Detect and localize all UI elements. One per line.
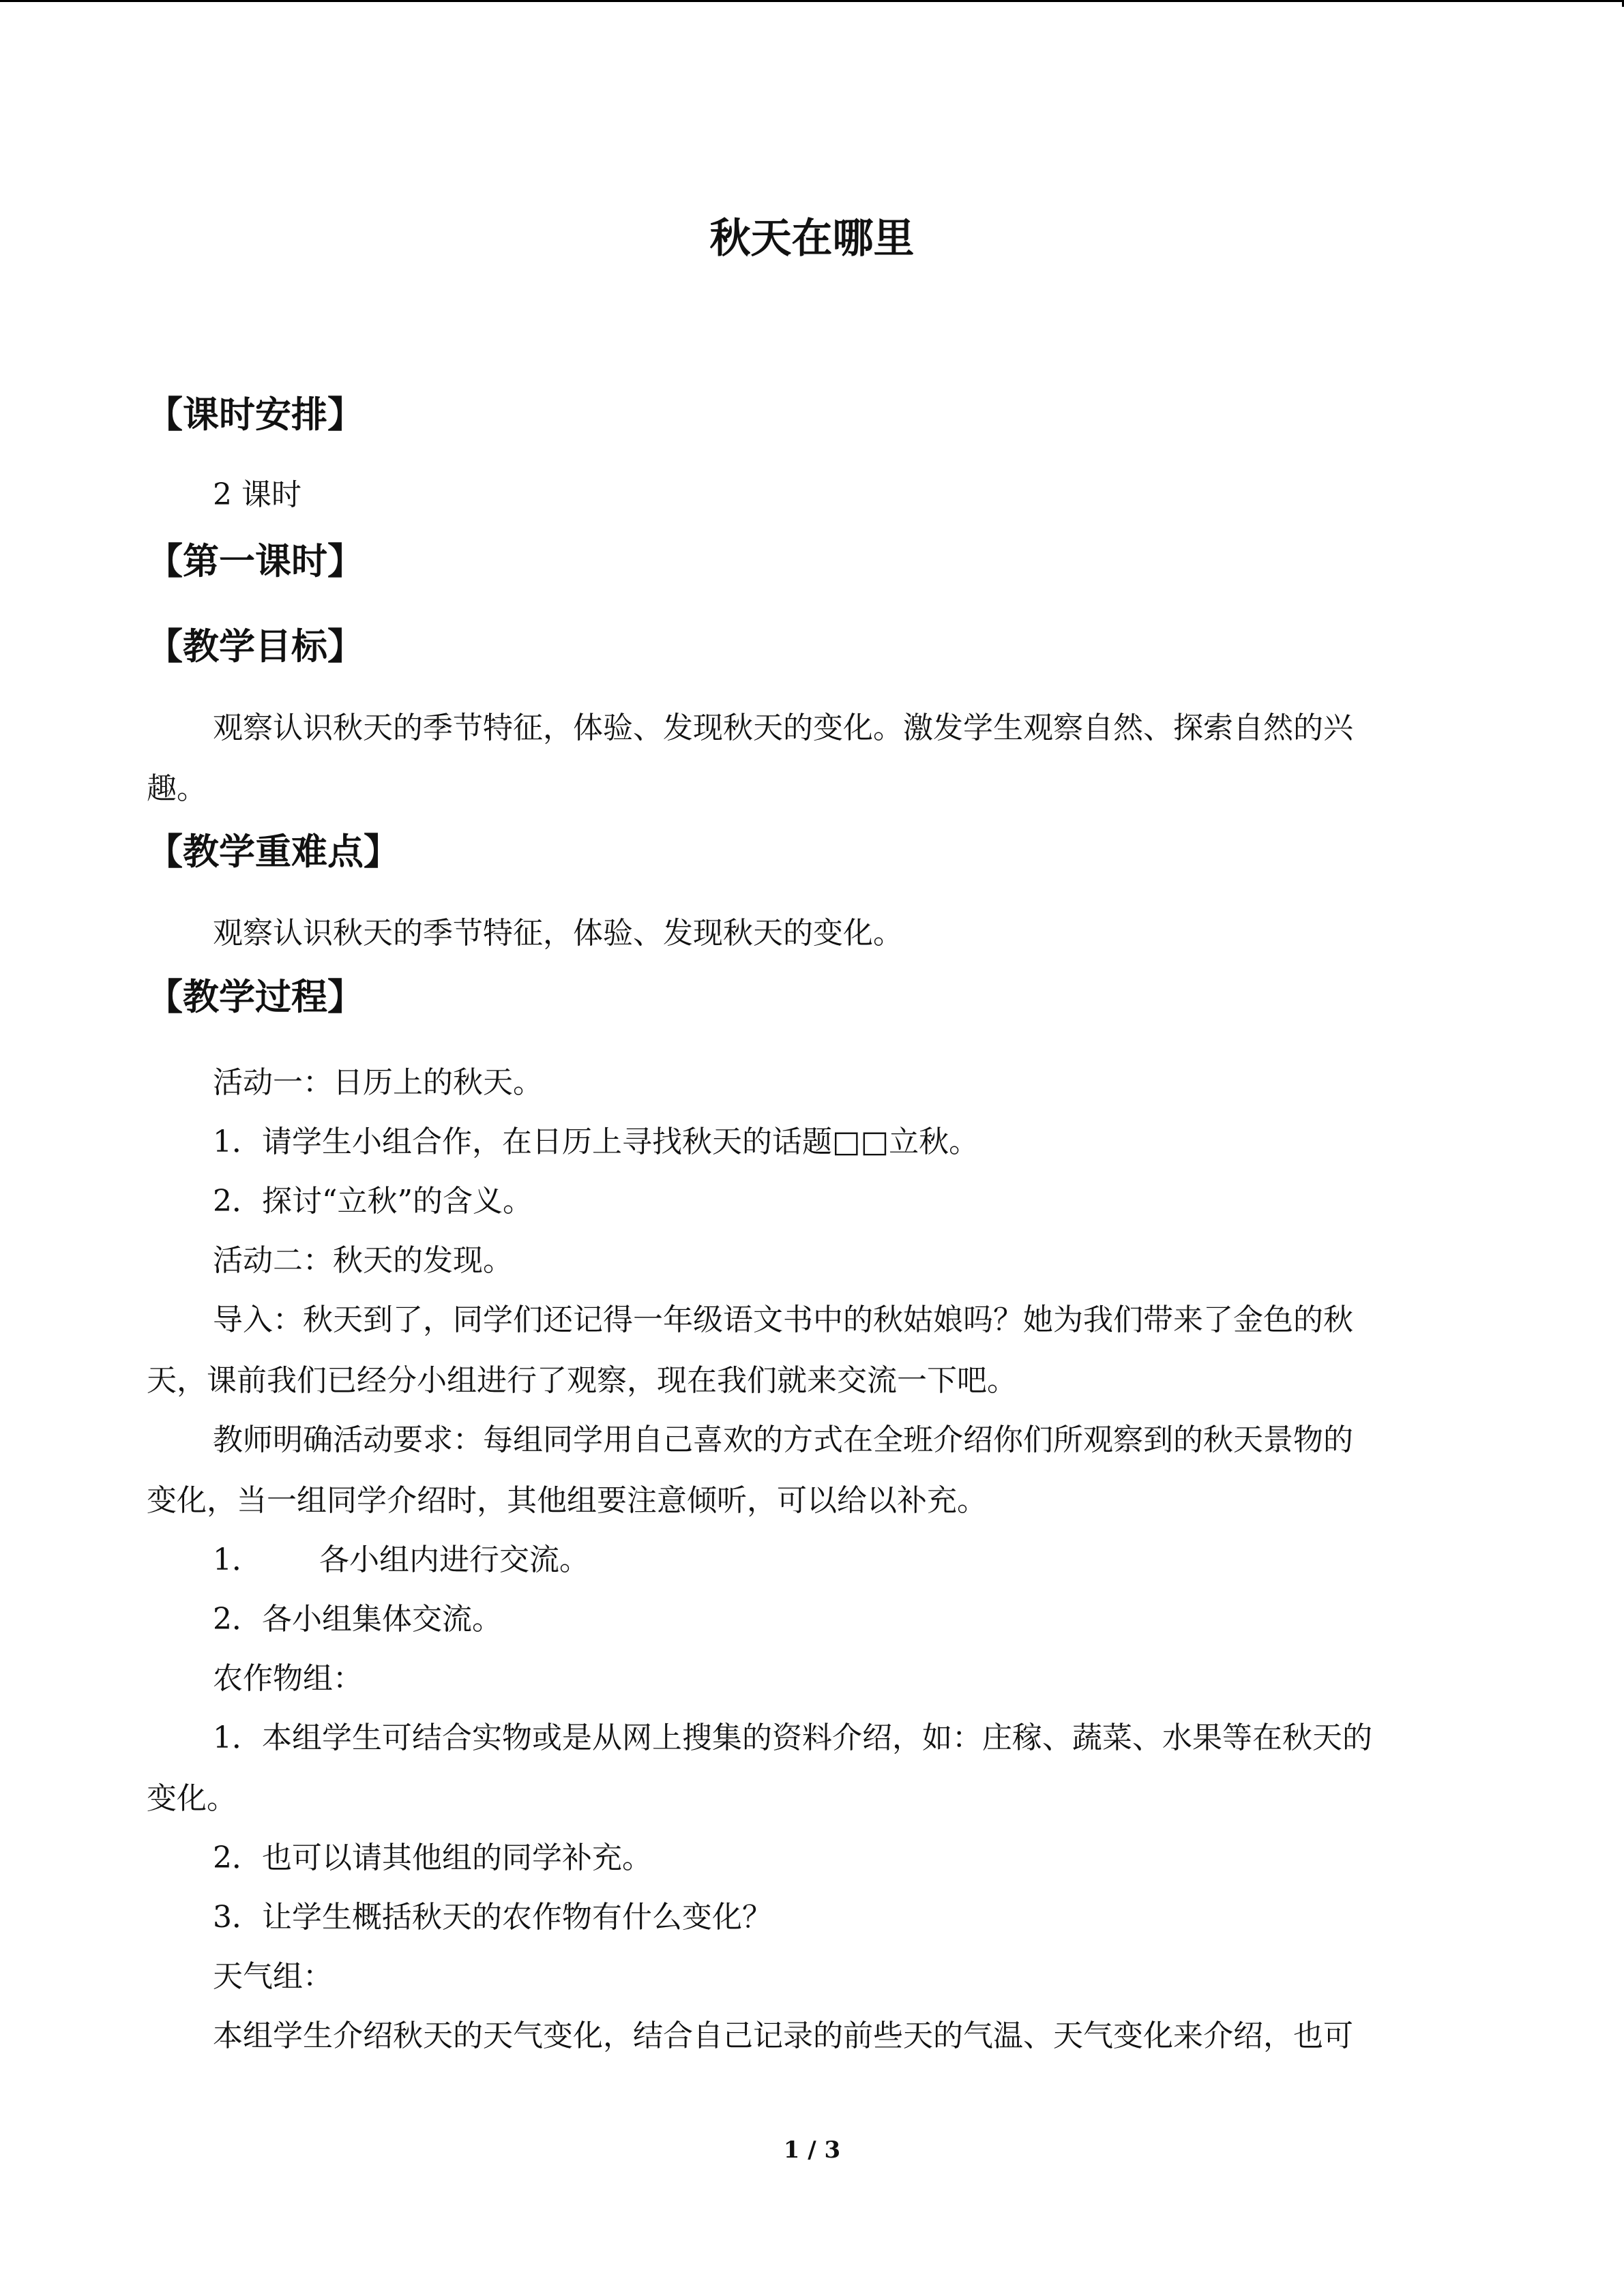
difficulty-heading: 【教学重难点】 [147, 831, 400, 873]
crops-step2: 2．也可以请其他组的同学补充。 [213, 1840, 652, 1875]
schedule-value: 2 课时 [213, 477, 301, 512]
crops-step1-line1: 1．本组学生可结合实物或是从网上搜集的资料介绍，如：庄稼、蔬菜、水果等在秋天的 [213, 1720, 1372, 1755]
step2: 2．各小组集体交流。 [213, 1602, 502, 1637]
activity1-title: 活动一：日历上的秋天。 [213, 1065, 543, 1100]
process-heading: 【教学过程】 [147, 976, 364, 1018]
goals-text-line2: 趣。 [147, 771, 207, 806]
page-number: 1 / 3 [783, 2136, 841, 2164]
activity2-title: 活动二：秋天的发现。 [213, 1243, 513, 1278]
crops-group-label: 农作物组： [213, 1661, 363, 1696]
activity1-step1: 1．请学生小组合作，在日历上寻找秋天的话题□□立秋。 [213, 1124, 979, 1159]
weather-text-line1: 本组学生介绍秋天的天气变化，结合自己记录的前些天的气温、天气变化来介绍，也可 [213, 2018, 1353, 2053]
step1-text: 各小组内进行交流。 [319, 1542, 589, 1577]
lesson-heading: 【第一课时】 [147, 540, 364, 582]
requirement-line1: 教师明确活动要求：每组同学用自己喜欢的方式在全班介绍你们所观察到的秋天景物的 [213, 1422, 1353, 1457]
goals-heading: 【教学目标】 [147, 625, 364, 668]
crops-step1-line2: 变化。 [147, 1781, 237, 1816]
top-border [0, 0, 1624, 2]
intro-line2: 天，课前我们已经分小组进行了观察，现在我们就来交流一下吧。 [147, 1363, 1017, 1398]
weather-group-label: 天气组： [213, 1959, 333, 1994]
crops-step3: 3．让学生概括秋天的农作物有什么变化？ [213, 1900, 772, 1935]
goals-text-line1: 观察认识秋天的季节特征，体验、发现秋天的变化。激发学生观察自然、探索自然的兴 [213, 711, 1353, 745]
difficulty-text: 观察认识秋天的季节特征，体验、发现秋天的变化。 [213, 916, 903, 951]
step1-number: 1． [213, 1542, 262, 1577]
intro-line1: 导入：秋天到了，同学们还记得一年级语文书中的秋姑娘吗？她为我们带来了金色的秋 [213, 1302, 1353, 1337]
page-title: 秋天在哪里 [709, 215, 915, 263]
activity1-step2: 2．探讨“立秋”的含义。 [213, 1184, 533, 1219]
requirement-line2: 变化，当一组同学介绍时，其他组要注意倾听，可以给以补充。 [147, 1483, 987, 1518]
schedule-heading: 【课时安排】 [147, 393, 364, 436]
